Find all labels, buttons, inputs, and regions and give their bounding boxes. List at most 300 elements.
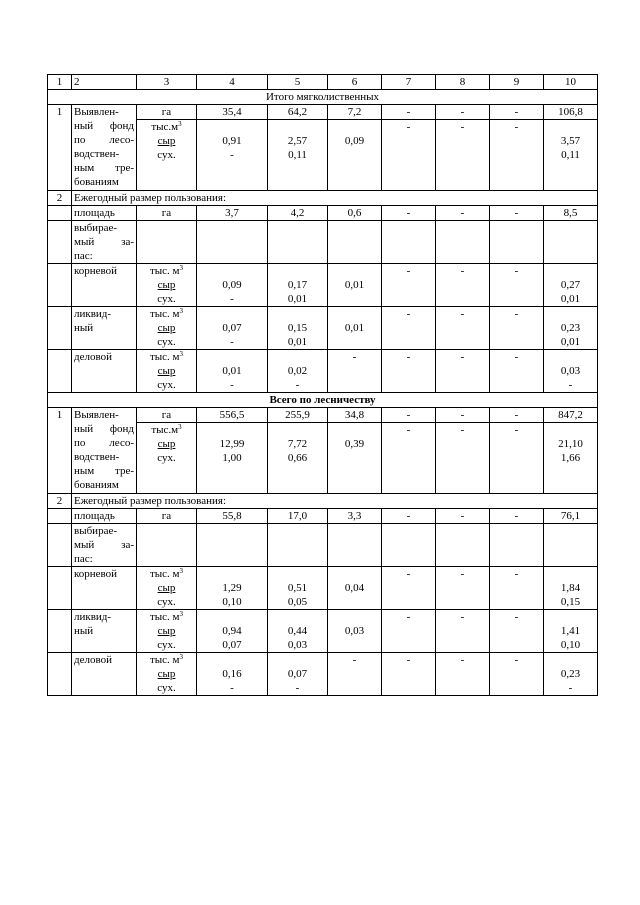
cell-line: 0,23: [560, 668, 581, 680]
column-number-8: [436, 75, 490, 90]
blank-line: [139, 162, 194, 176]
blank-line: [546, 176, 595, 190]
cell-line: мый за-: [74, 236, 134, 248]
unit-superscript: 3: [179, 653, 184, 661]
blank-line: [199, 264, 265, 278]
cell-line: ликвид-: [74, 611, 112, 623]
column-number: 8: [459, 76, 466, 88]
value-cell-c5: [268, 408, 328, 423]
cell-line: -: [460, 351, 465, 363]
cell-line: по лесо-: [74, 134, 134, 146]
empty-cell: [137, 221, 197, 264]
value-cell-c8: [436, 509, 490, 524]
cell-line: 0,23: [560, 322, 581, 334]
blank-line: [546, 610, 595, 624]
blank-line: [199, 162, 265, 176]
value-text: 3,7: [225, 207, 239, 219]
cell-line: 1,00: [222, 452, 242, 464]
cell-line: -: [514, 568, 519, 580]
cell-line: ным тре-: [74, 465, 134, 477]
value-text: -: [460, 207, 465, 219]
blank-line: [199, 465, 265, 479]
cell-line: 0,44: [287, 625, 308, 637]
volume-cell-c10: [544, 567, 598, 610]
section-title: [48, 393, 598, 408]
value-text: -: [514, 207, 519, 219]
blank-line: [270, 610, 325, 624]
volume-unit-text: тыс. м: [149, 611, 180, 623]
cell-line: водствен-: [74, 148, 120, 160]
column-number-9: [490, 75, 544, 90]
cell-line: 0,01: [344, 279, 365, 291]
cell-line: корневой: [74, 265, 118, 277]
cell-line: 0,94: [222, 625, 242, 637]
cell-line: 0,01: [287, 293, 308, 305]
fund-name: [72, 408, 137, 494]
empty-cell: [48, 567, 72, 610]
cell-line: 0,16: [222, 668, 242, 680]
cell-line: -: [230, 336, 234, 348]
unit-superscript: 3: [179, 350, 184, 358]
cell-line: 1,29: [222, 582, 242, 594]
group-name: [72, 264, 137, 307]
volume-cell-c6: [328, 120, 382, 191]
raw-label: сыр: [157, 365, 176, 377]
cell-line: -: [406, 351, 411, 363]
blank-line: [546, 307, 595, 321]
volume-cell-c7: [382, 307, 436, 350]
empty-cell: [436, 524, 490, 567]
stock-label-row: [48, 524, 598, 567]
value-text: -: [460, 409, 465, 421]
cell-line: -: [460, 121, 465, 133]
empty-cell: [48, 264, 72, 307]
value-text: 17,0: [287, 510, 308, 522]
value-text: -: [514, 106, 519, 118]
volume-cell-c4: [197, 653, 268, 696]
cell-line: -: [230, 149, 234, 161]
value-cell-c10: [544, 206, 598, 221]
cell-line: -: [406, 265, 411, 277]
empty-cell: [48, 307, 72, 350]
cell-line: -: [514, 265, 519, 277]
forest-fund-table: [47, 74, 598, 696]
empty-cell: [48, 221, 72, 264]
cell-line: корневой: [74, 568, 118, 580]
volume-cell-c10: [544, 653, 598, 696]
row-number-text: 1: [56, 409, 63, 421]
stock-group-row: [48, 307, 598, 350]
plot-label-text: площадь: [74, 207, 115, 219]
cell-line: [330, 595, 379, 609]
stock-label: [72, 524, 137, 567]
cell-line: [330, 681, 379, 695]
cell-line: -: [460, 568, 465, 580]
row-number-text: 2: [56, 495, 63, 507]
volume-cell-c4: [197, 423, 268, 494]
value-cell-c10: [544, 105, 598, 120]
value-text: -: [406, 510, 411, 522]
value-text: 3,3: [347, 510, 362, 522]
plot-area-row: [48, 509, 598, 524]
blank-line: [330, 567, 379, 581]
usage-title-row: [48, 191, 598, 206]
cell-line: -: [460, 308, 465, 320]
group-name: [72, 610, 137, 653]
volume-cell-c10: [544, 610, 598, 653]
blank-line: [330, 479, 379, 493]
cell-line: [330, 667, 379, 681]
blank-line: [384, 451, 433, 465]
cell-line: -: [514, 611, 519, 623]
value-cell-c10: [544, 408, 598, 423]
volume-cell-c6: [328, 567, 382, 610]
volume-cell-c6: [328, 350, 382, 393]
volume-cell-c9: [490, 423, 544, 494]
unit-superscript: 3: [179, 264, 184, 272]
empty-cell: [48, 524, 72, 567]
column-number: 2: [74, 76, 80, 88]
volume-unit-text: тыс. м: [149, 308, 180, 320]
empty-cell: [544, 221, 598, 264]
volume-unit-cell: [137, 350, 197, 393]
group-name: [72, 567, 137, 610]
unit-superscript: 3: [178, 423, 182, 431]
cell-line: ликвид-: [74, 308, 112, 320]
value-cell-c9: [490, 408, 544, 423]
cell-line: -: [295, 682, 300, 694]
row-number: [48, 191, 72, 206]
volume-unit-cell: [137, 567, 197, 610]
stock-label: [72, 221, 137, 264]
volume-cell-c5: [268, 120, 328, 191]
raw-label: сыр: [157, 279, 176, 291]
blank-line: [546, 465, 595, 479]
blank-line: [492, 451, 541, 465]
value-cell-c9: [490, 105, 544, 120]
blank-line: [199, 176, 265, 190]
value-cell-c6: [328, 105, 382, 120]
empty-cell: [382, 524, 436, 567]
column-number-3: [137, 75, 197, 90]
unit-superscript: 3: [179, 610, 184, 618]
volume-cell-c9: [490, 653, 544, 696]
volume-cell-c5: [268, 653, 328, 696]
cell-line: 0,01: [560, 293, 581, 305]
cell-line: -: [460, 265, 465, 277]
column-number: 4: [229, 76, 235, 88]
blank-line: [384, 437, 433, 451]
section-title-text: Итого мягколиственных: [265, 91, 379, 103]
blank-line: [546, 120, 595, 134]
cell-line: 0,01: [344, 322, 365, 334]
volume-cell-c5: [268, 610, 328, 653]
unit-superscript: 3: [179, 567, 184, 575]
blank-line: [492, 148, 541, 162]
value-cell-c10: [544, 509, 598, 524]
cell-line: [330, 378, 379, 392]
cell-line: -: [406, 308, 411, 320]
volume-cell-c5: [268, 264, 328, 307]
volume-cell-c7: [382, 653, 436, 696]
cell-line: 7,72: [287, 438, 308, 450]
blank-line: [330, 307, 379, 321]
value-text: 64,2: [287, 106, 308, 118]
unit-text: га: [161, 510, 172, 522]
volume-unit-cell: [137, 120, 197, 191]
volume-cell-c9: [490, 610, 544, 653]
volume-cell-c8: [436, 653, 490, 696]
cell-line: [330, 335, 379, 349]
volume-unit: [139, 350, 194, 364]
volume-unit-cell: [137, 264, 197, 307]
cell-line: [330, 638, 379, 652]
cell-line: -: [230, 293, 234, 305]
cell-line: -: [514, 351, 519, 363]
cell-line: -: [568, 379, 573, 391]
volume-cell-c8: [436, 350, 490, 393]
cell-line: -: [406, 424, 411, 436]
blank-line: [546, 350, 595, 364]
volume-unit-cell: [137, 423, 197, 494]
value-cell-c5: [268, 105, 328, 120]
volume-cell-c10: [544, 307, 598, 350]
usage-title-row: [48, 494, 598, 509]
cell-line: 0,07: [222, 639, 242, 651]
cell-line: 0,04: [344, 582, 365, 594]
blank-line: [270, 176, 325, 190]
cell-line: 0,11: [288, 149, 307, 161]
volume-cell-c8: [436, 307, 490, 350]
volume-cell-c6: [328, 653, 382, 696]
unit-cell: [137, 509, 197, 524]
value-text: 106,8: [558, 106, 583, 118]
value-text: 556,5: [219, 409, 245, 421]
blank-line: [438, 451, 487, 465]
column-number-4: [197, 75, 268, 90]
value-cell-c7: [382, 105, 436, 120]
dry-label: сух.: [157, 596, 176, 608]
volume-unit: [139, 120, 194, 134]
cell-line: -: [352, 351, 357, 363]
cell-line: [330, 364, 379, 378]
volume-unit-text: тыс.м: [151, 424, 179, 436]
empty-cell: [137, 524, 197, 567]
volume-cell-c10: [544, 120, 598, 191]
cell-line: водствен-: [74, 451, 120, 463]
empty-cell: [268, 524, 328, 567]
cell-line: ный: [74, 322, 94, 334]
blank-line: [270, 120, 325, 134]
volume-cell-c9: [490, 264, 544, 307]
cell-line: 0,10: [222, 596, 242, 608]
value-text: 8,5: [563, 207, 578, 219]
usage-title-text: Ежегодный размер пользования:: [74, 495, 227, 507]
empty-cell: [490, 524, 544, 567]
cell-line: 0,09: [222, 279, 242, 291]
blank-line: [199, 653, 265, 667]
blank-line: [139, 176, 194, 190]
cell-line: [330, 148, 379, 162]
raw-label: сыр: [157, 582, 176, 594]
group-name: [72, 307, 137, 350]
cell-line: 0,01: [222, 365, 242, 377]
value-text: 7,2: [347, 106, 362, 118]
cell-line: -: [230, 682, 234, 694]
dry-label: сух.: [157, 149, 176, 161]
cell-line: [330, 451, 379, 465]
value-cell-c9: [490, 509, 544, 524]
row-number-text: 1: [56, 106, 63, 118]
cell-line: 0,10: [560, 639, 581, 651]
blank-line: [270, 465, 325, 479]
plot-label: [72, 206, 137, 221]
volume-unit: [139, 264, 194, 278]
empty-cell: [48, 509, 72, 524]
stock-group-row: [48, 653, 598, 696]
raw-label: сыр: [157, 668, 176, 680]
blank-line: [270, 162, 325, 176]
empty-cell: [197, 221, 268, 264]
cell-line: Выявлен-: [74, 409, 119, 421]
section-title: [48, 90, 598, 105]
cell-line: -: [460, 424, 465, 436]
unit-text: га: [161, 409, 172, 421]
column-number: 3: [163, 76, 170, 88]
volume-cell-c5: [268, 307, 328, 350]
cell-line: 12,99: [219, 438, 245, 450]
cell-line: -: [406, 654, 411, 666]
cell-line: 0,09: [344, 135, 365, 147]
stock-group-row: [48, 610, 598, 653]
cell-line: 1,41: [560, 625, 581, 637]
value-text: -: [460, 510, 465, 522]
volume-cell-c5: [268, 423, 328, 494]
cell-line: ный фонд: [74, 120, 134, 132]
value-cell-c8: [436, 408, 490, 423]
cell-line: -: [406, 121, 411, 133]
dry-label: сух.: [157, 379, 176, 391]
volume-unit-cell: [137, 610, 197, 653]
volume-cell-c8: [436, 423, 490, 494]
volume-cell-c8: [436, 120, 490, 191]
blank-line: [199, 350, 265, 364]
blank-line: [199, 307, 265, 321]
value-text: -: [406, 409, 411, 421]
blank-line: [270, 350, 325, 364]
cell-line: 0,51: [287, 582, 308, 594]
blank-line: [330, 264, 379, 278]
value-cell-c9: [490, 206, 544, 221]
plot-label-text: площадь: [74, 510, 115, 522]
column-number-7: [382, 75, 436, 90]
value-cell-c7: [382, 206, 436, 221]
blank-line: [438, 437, 487, 451]
volume-unit-text: тыс. м: [149, 265, 180, 277]
cell-line: -: [514, 308, 519, 320]
volume-unit: [139, 610, 194, 624]
volume-cell-c5: [268, 350, 328, 393]
column-number: 6: [351, 76, 358, 88]
cell-line: мый за-: [74, 539, 134, 551]
value-cell-c4: [197, 408, 268, 423]
blank-line: [270, 653, 325, 667]
blank-line: [199, 567, 265, 581]
usage-title: [72, 191, 598, 206]
cell-line: 0,01: [560, 336, 581, 348]
volume-cell-c10: [544, 423, 598, 494]
section-title-text: Всего по лесничеству: [269, 394, 376, 406]
volume-cell-c9: [490, 567, 544, 610]
cell-line: деловой: [74, 654, 112, 666]
plot-label: [72, 509, 137, 524]
blank-line: [330, 465, 379, 479]
empty-cell: [382, 221, 436, 264]
blank-line: [330, 610, 379, 624]
volume-cell-c4: [197, 350, 268, 393]
volume-unit: [139, 567, 194, 581]
cell-line: -: [295, 379, 300, 391]
cell-line: выбирае-: [74, 222, 117, 234]
cell-line: 0,11: [561, 149, 580, 161]
cell-line: 0,27: [560, 279, 581, 291]
blank-line: [330, 162, 379, 176]
blank-line: [199, 120, 265, 134]
value-text: -: [514, 409, 519, 421]
volume-cell-c7: [382, 264, 436, 307]
unit-superscript: 3: [179, 307, 184, 315]
volume-cell-c4: [197, 120, 268, 191]
value-text: -: [406, 207, 411, 219]
dry-label: сух.: [157, 336, 176, 348]
raw-label: сыр: [157, 438, 176, 450]
value-text: 4,2: [290, 207, 305, 219]
row-number: [48, 105, 72, 191]
stock-group-row: [48, 264, 598, 307]
empty-cell: [490, 221, 544, 264]
volume-cell-c8: [436, 610, 490, 653]
blank-line: [139, 479, 194, 493]
cell-line: -: [460, 611, 465, 623]
empty-cell: [48, 206, 72, 221]
volume-unit-cell: [137, 653, 197, 696]
cell-line: 21,10: [558, 438, 583, 450]
unit-cell: [137, 206, 197, 221]
blank-line: [270, 423, 325, 437]
fund-area-row: [48, 408, 598, 423]
blank-line: [384, 134, 433, 148]
volume-cell-c7: [382, 610, 436, 653]
unit-cell: [137, 105, 197, 120]
dry-label: сух.: [157, 293, 176, 305]
column-number-6: [328, 75, 382, 90]
empty-cell: [328, 524, 382, 567]
value-text: 847,2: [558, 409, 583, 421]
dry-label: сух.: [157, 452, 176, 464]
value-cell-c5: [268, 509, 328, 524]
value-cell-c6: [328, 206, 382, 221]
cell-line: 0,39: [344, 438, 365, 450]
unit-cell: [137, 408, 197, 423]
raw-label: сыр: [157, 625, 176, 637]
row-number: [48, 408, 72, 494]
column-header-row: [48, 75, 598, 90]
raw-label: сыр: [157, 135, 176, 147]
value-cell-c7: [382, 408, 436, 423]
volume-cell-c4: [197, 307, 268, 350]
value-cell-c8: [436, 105, 490, 120]
blank-line: [199, 610, 265, 624]
